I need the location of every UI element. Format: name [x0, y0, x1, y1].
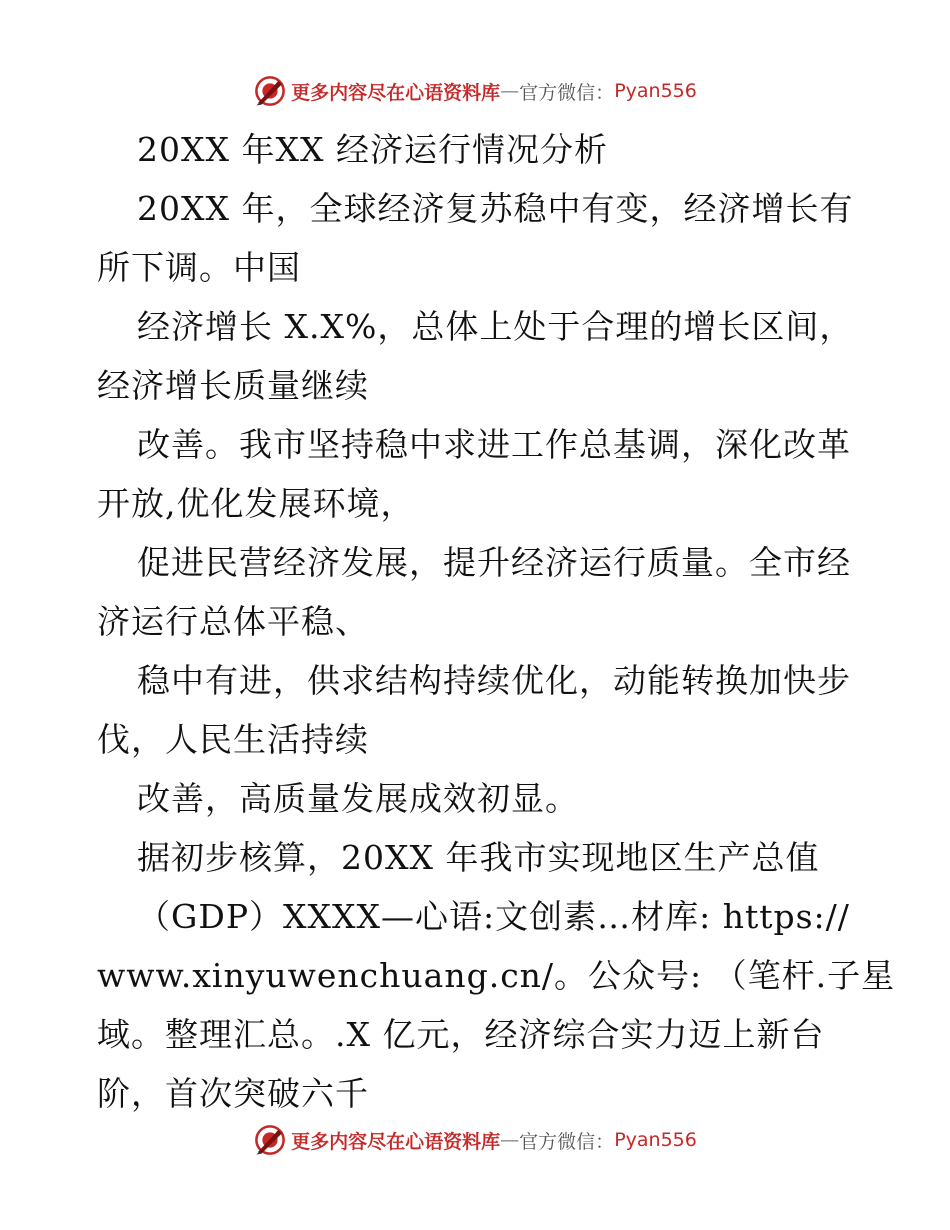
- text-line: 开放,优化发展环境，: [97, 484, 415, 523]
- text-line: 促进民营经济发展，提升经济运行质量。全市经: [137, 543, 851, 582]
- banner-official-label: 官方微信：: [519, 1130, 615, 1153]
- footer-watermark-banner: [0, 1120, 950, 1160]
- text-line: 所下调。中国: [97, 248, 301, 287]
- text-line: 伐，人民生活持续: [97, 720, 369, 759]
- text-line: 稳中有进，供求结构持续优化，动能转换加快步: [137, 661, 851, 700]
- banner-official-label: 官方微信：: [519, 81, 615, 104]
- banner-main-text: 更多内容尽在心语资料库: [291, 1130, 501, 1153]
- banner-dash: —: [500, 1129, 520, 1151]
- text-line: 据初步核算，20XX 年我市实现地区生产总值: [137, 838, 820, 877]
- text-line: （GDP）XXXX—心语:文创素…材库: https://: [137, 897, 850, 936]
- text-line: 经济增长质量继续: [97, 366, 369, 405]
- pen-logo-icon: [253, 74, 287, 108]
- text-line: 经济增长 X.X%，总体上处于合理的增长区间，: [137, 307, 854, 346]
- text-line: 改善，高质量发展成效初显。: [137, 779, 579, 818]
- text-line: 阶，首次突破六千: [97, 1074, 369, 1113]
- document-title: 20XX 年XX 经济运行情况分析: [137, 130, 608, 169]
- text-line: 改善。我市坚持稳中求进工作总基调，深化改革: [137, 425, 851, 464]
- banner-wechat-id: Pyan556: [614, 80, 697, 102]
- text-line: www.xinyuwenchuang.cn/。公众号: （笔杆.子星: [97, 956, 896, 995]
- text-line: 域。整理汇总。.X 亿元，经济综合实力迈上新台: [97, 1015, 825, 1054]
- pen-logo-icon: [253, 1123, 287, 1157]
- banner-dash: —: [500, 80, 520, 102]
- text-line: 济运行总体平稳、: [97, 602, 369, 641]
- banner-wechat-id: Pyan556: [614, 1129, 697, 1151]
- text-line: 20XX 年，全球经济复苏稳中有变，经济增长有: [137, 189, 854, 228]
- document-body: [97, 120, 896, 1123]
- header-watermark-banner: [0, 71, 950, 111]
- banner-main-text: 更多内容尽在心语资料库: [291, 81, 501, 104]
